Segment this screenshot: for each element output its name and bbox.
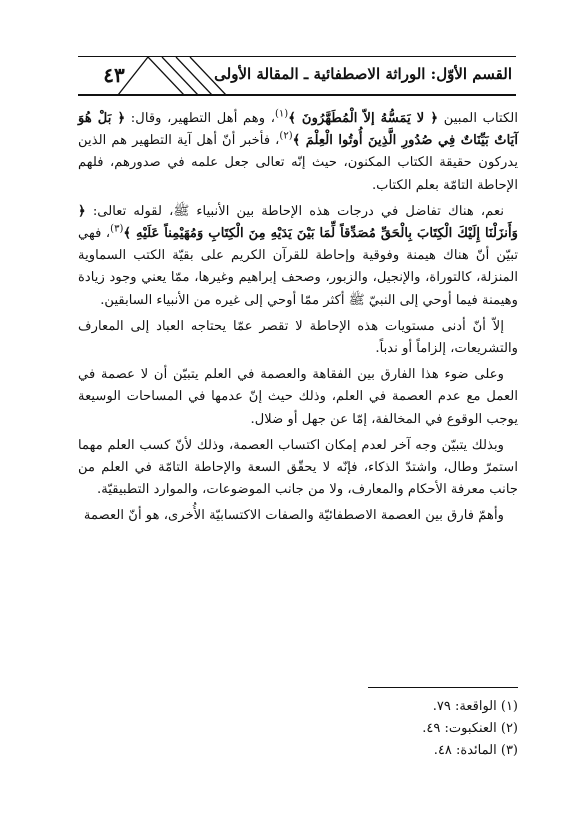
paragraph-text: إلاّ أنّ أدنى مستويات هذه الإحاطة لا تقصر عمّا يحتاجه العباد إلى المعارف والتشريعات، إلزاماً أو ندباً. bbox=[78, 318, 518, 357]
paragraph-text: ، وهم أهل التطهير، وقال: bbox=[125, 111, 275, 126]
paragraph-text: ، فأخبر أنّ أهل آية التطهير هم الذين يدركون حقيقة الكتاب المكنون، حيث إنّه تعالى جعل علمه في صدورهم، فلهم الإحاطة التامّة بعلم الكتاب. bbox=[78, 133, 518, 193]
quran-verse: ﴿ وَأَنزَلْنَا إِلَيْكَ الْكِتَابَ بِالْحَقِّ مُصَدِّقاً لِّمَا بَيْنَ يَدَيْهِ مِنَ الْكِتَابِ وَمُهَيْمِناً عَلَيْهِ ﴾ bbox=[78, 203, 518, 242]
paragraph bbox=[78, 364, 518, 431]
paragraph bbox=[78, 108, 518, 197]
page-number: ٤٣ bbox=[103, 63, 125, 87]
paragraph-text: الكتاب المبين bbox=[438, 111, 518, 126]
paragraph bbox=[78, 316, 518, 360]
paragraph-text: وعلى ضوء هذا الفارق بين الفقاهة والعصمة في العلم يتبيّن أن لا عصمة في العمل مع عدم العصمة في العلم، وذلك حيث إنّ عدمها في المساحات الوسيعة يوجب الوقوع في المخالفة، إمّا عن جهل أو ضلال. bbox=[78, 367, 518, 427]
footnote-divider bbox=[368, 687, 518, 688]
footnote-reference: (٢) bbox=[279, 130, 293, 142]
paragraph-text: وأهمّ فارق بين العصمة الاصطفائيّة والصفات الاكتسابيّة الأُخرى، هو أنّ العصمة bbox=[83, 508, 504, 524]
footnote-reference: (٣) bbox=[110, 223, 124, 235]
paragraph bbox=[78, 201, 518, 312]
main-text bbox=[78, 108, 518, 532]
footnote-reference: (١) bbox=[275, 108, 289, 120]
footnote: (٢) العنكبوت: ٤٩. bbox=[422, 721, 518, 736]
page-header bbox=[78, 56, 516, 96]
paragraph bbox=[78, 505, 518, 527]
footnotes bbox=[218, 696, 518, 762]
footnote: (٣) المائدة: ٤٨. bbox=[433, 743, 518, 758]
running-header-title: القسم الأوّل: الوراثة الاصطفائية ـ المقالة الأولى bbox=[214, 65, 512, 83]
paragraph-text: وبذلك يتبيّن وجه آخر لعدم إمكان اكتساب العصمة، وذلك لأنّ كسب العلم مهما استمرّ وطال، واشتدّ الذكاء، فإنّه لا يحقّق السعة والإحاطة التامّة في العلم من جانب معرفة الأحكام والمعارف، ولا من جانب الموضوعات، والموارد التطبيقيّة. bbox=[78, 437, 518, 498]
paragraph-text: ، فهي تبيّن أنّ هناك هيمنة وفوقية وإحاطة للقرآن الكريم على بقيّة الكتب السماوية المنزلة، كالتوراة، والإنجيل، والزبور، وصحف إبراهيم وغيرها، ممّا يعني وجود زيادة وهيمنة فيما أوحي إلى النبيّ ﷺ أكثر ممّا أوحي إلى غيره من الأنبياء السابقين. bbox=[78, 226, 518, 308]
footnote: (١) الواقعة: ٧٩. bbox=[432, 699, 518, 714]
paragraph bbox=[78, 435, 518, 502]
paragraph-text: نعم، هناك تفاضل في درجات هذه الإحاطة بين الأنبياء ﷺ، لقوله تعالى: bbox=[85, 203, 504, 219]
quran-verse: ﴿ لا يَمَسُّهُ إلاّ الْمُطَهَّرُونَ ﴾ bbox=[288, 111, 439, 126]
quran-verse: ﴿ بَلْ هُوَ آيَاتٌ بَيِّنَاتٌ فِي صُدُورِ الَّذِينَ أُوتُوا الْعِلْمَ ﴾ bbox=[78, 111, 519, 149]
